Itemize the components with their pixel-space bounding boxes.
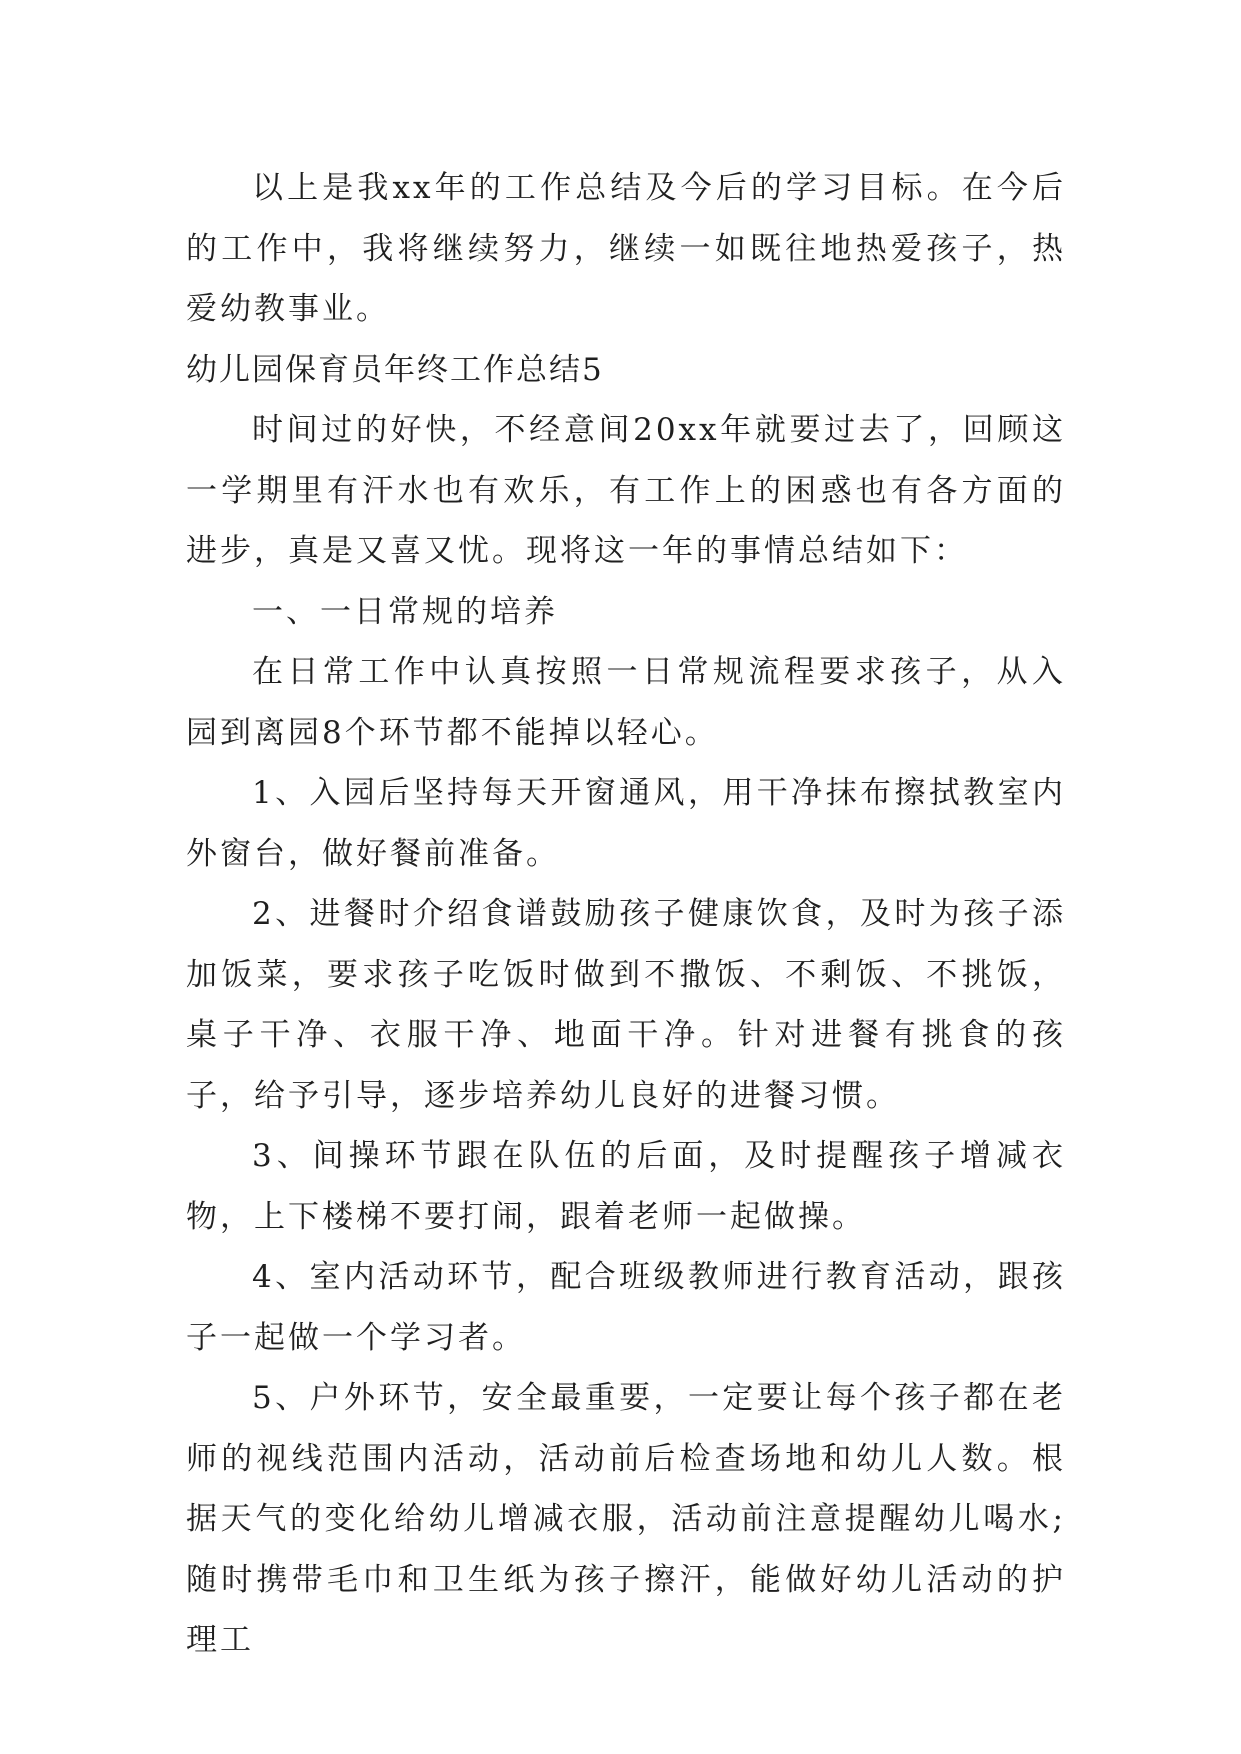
- subheading-daily-routine: 一、一日常规的培养: [252, 593, 558, 630]
- list-item-5: 5、户外环节，安全最重要，一定要让每个孩子都在老师的视线范围内活动，活动前后检查场地和幼儿人数。根据天气的变化给幼儿增减衣服，活动前注意提醒幼儿喝水;随时携带毛巾和卫生纸为孩子擦汗，能做好幼儿活动的护理工: [186, 1380, 1066, 1658]
- list-item-4: 4、室内活动环节，配合班级教师进行教育活动，跟孩子一起做一个学习者。: [186, 1259, 1066, 1356]
- document-body: [186, 158, 1066, 1671]
- paragraph-closing: 以上是我xx年的工作总结及今后的学习目标。在今后的工作中，我将继续努力，继续一如既往地热爱孩子，热爱幼教事业。: [186, 170, 1066, 327]
- paragraph-routine-overview: 在日常工作中认真按照一日常规流程要求孩子，从入园到离园8个环节都不能掉以轻心。: [186, 654, 1066, 751]
- list-item-2: 2、进餐时介绍食谱鼓励孩子健康饮食，及时为孩子添加饭菜，要求孩子吃饭时做到不撒饭、不剩饭、不挑饭，桌子干净、衣服干净、地面干净。针对进餐有挑食的孩子，给予引导，逐步培养幼儿良好的进餐习惯。: [186, 896, 1066, 1114]
- paragraph-intro: 时间过的好快，不经意间20xx年就要过去了，回顾这一学期里有汗水也有欢乐，有工作上的困惑也有各方面的进步，真是又喜又忧。现将这一年的事情总结如下：: [186, 412, 1066, 569]
- list-item-1: 1、入园后坚持每天开窗通风，用干净抹布擦拭教室内外窗台，做好餐前准备。: [186, 775, 1066, 872]
- list-item-3: 3、间操环节跟在队伍的后面，及时提醒孩子增减衣物，上下楼梯不要打闹，跟着老师一起做操。: [186, 1138, 1066, 1235]
- section-title: 幼儿园保育员年终工作总结5: [186, 351, 604, 388]
